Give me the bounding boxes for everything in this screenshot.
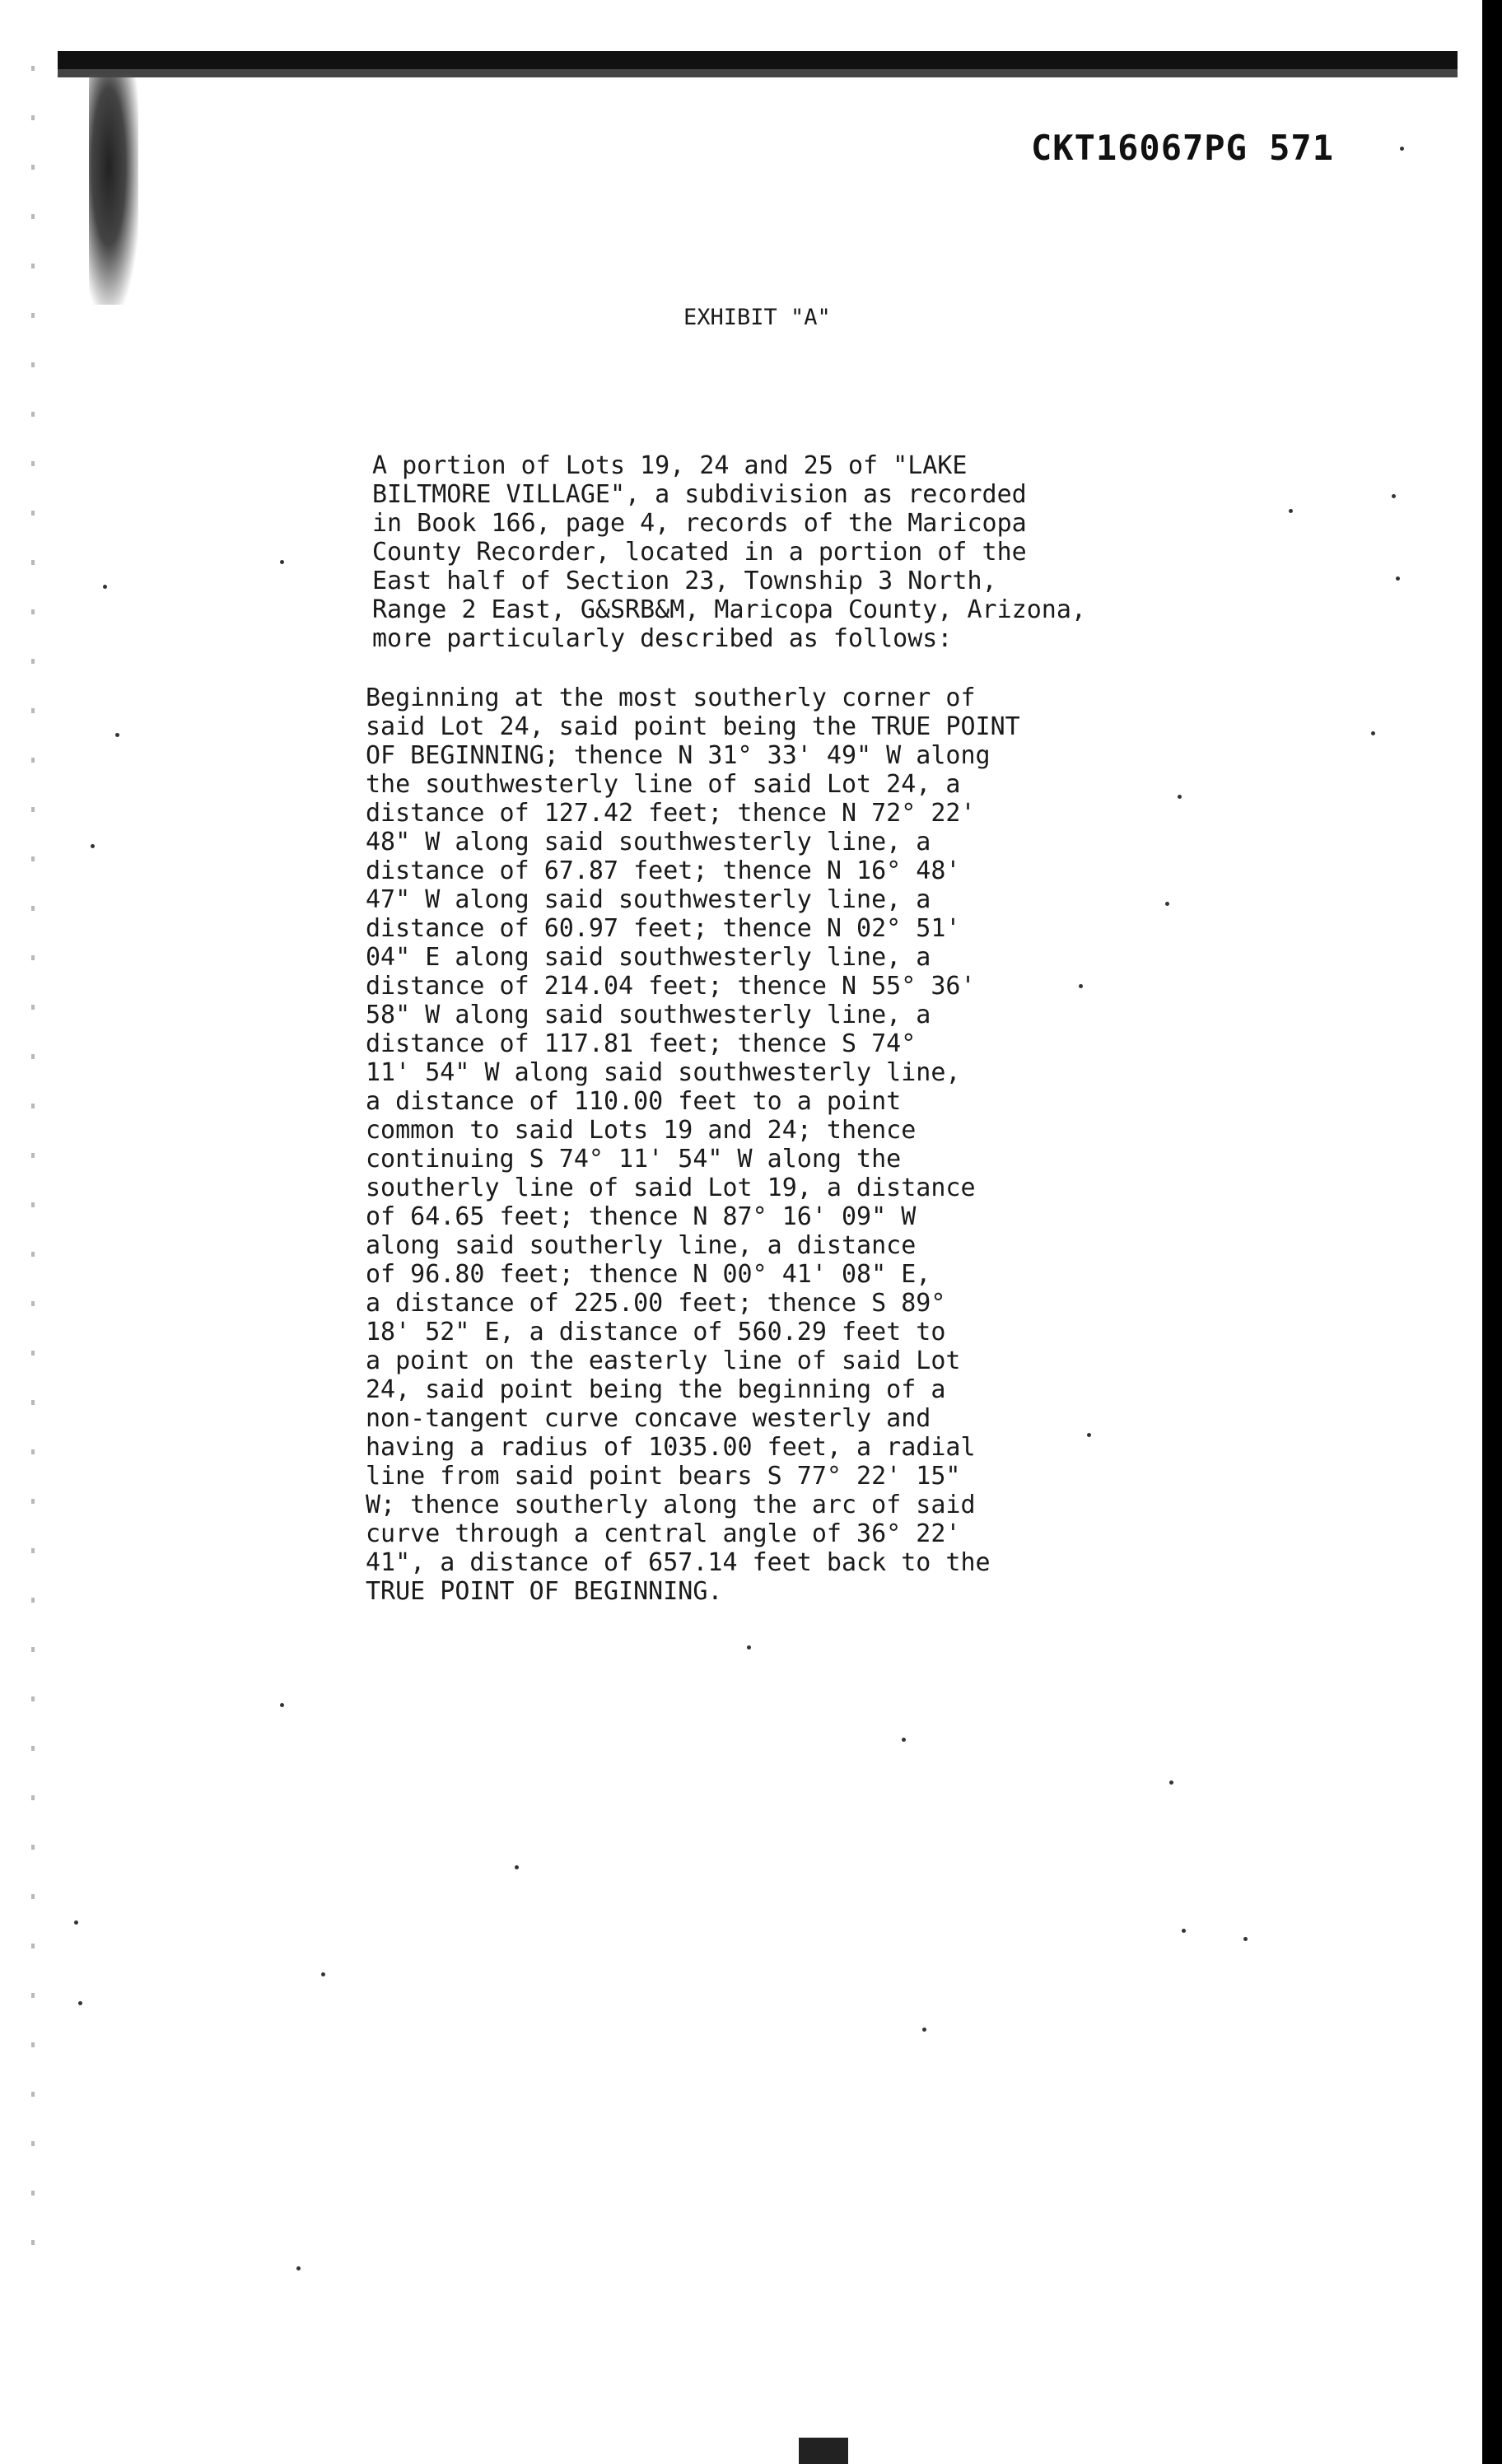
scan-speck	[1178, 795, 1182, 799]
scan-speck	[1371, 731, 1375, 735]
scan-speck	[1400, 147, 1404, 151]
scan-speck	[78, 2001, 82, 2005]
scan-border-right	[1482, 0, 1502, 2464]
scan-speck	[1079, 984, 1083, 988]
scan-speck	[74, 1920, 78, 1925]
scan-speck	[1165, 902, 1169, 906]
scan-speck	[515, 1865, 519, 1869]
scan-margin-marks	[31, 66, 35, 2289]
scan-speck	[902, 1738, 906, 1742]
scan-speck	[747, 1645, 751, 1650]
scan-speck	[321, 1972, 325, 1976]
scan-speck	[1182, 1929, 1186, 1933]
legal-description-intro: A portion of Lots 19, 24 and 25 of "LAKE BILTMORE VILLAGE", a subdivision as recorded in Book 166, page 4, records of the Maricopa County Recorder, located in a portion of the East half of Section 23, Township 3 North, Range 2 East, G&SRB&M, Maricopa County, Arizona, more particularly described as follows:	[372, 451, 1086, 653]
scan-speck	[1087, 1433, 1091, 1437]
scan-speck	[296, 2266, 301, 2270]
scan-border-top-shadow	[58, 69, 1458, 77]
scan-speck	[1392, 494, 1396, 498]
scan-speck	[1396, 576, 1400, 581]
scan-speck	[280, 560, 284, 564]
scan-border-bottom	[799, 2438, 848, 2464]
scan-speck	[280, 1703, 284, 1707]
legal-description-metes-bounds: Beginning at the most southerly corner of said Lot 24, said point being the TRUE POINT OF BEGINNING; thence N 31° 33' 49" W along the southwesterly line of said Lot 24, a distance of 127.42 feet; thence N 72° 22' 48" W along said southwesterly line, a distance of 67.87 feet; thence N 16° 48' 47" W along said southwesterly line, a distance of 60.97 feet; thence N 02° 51' 04" E along said southwesterly line, a distance of 214.04 feet; thence N 55° 36' 58" W along said southwesterly line, a distance of 117.81 feet; thence S 74° 11' 54" W along said southwesterly line, a distance of 110.00 feet to a point common to said Lots 19 and 24; thence continuing S 74° 11' 54" W along the southerly line of said Lot 19, a distance of 64.65 feet; thence N 87° 16' 09" W along said southerly line, a distance of 96.80 feet; thence N 00° 41' 08" E, a distance of 225.00 feet; thence S 89° 18' 52" E, a distance of 560.29 feet to a point on the easterly line of said Lot 24, said point being the beginning of a non-tangent curve concave westerly and having a radius of 1035.00 feet, a radial line from said point bears S 77° 22' 15" W; thence southerly along the arc of said curve through a central angle of 36° 22' 41", a distance of 657.14 feet back to the TRUE POINT OF BEGINNING.	[366, 684, 1020, 1606]
scan-speck	[1169, 1780, 1173, 1785]
scan-border-top	[58, 51, 1458, 69]
scan-speck	[103, 585, 107, 589]
scan-speck	[922, 2028, 926, 2032]
scan-speck	[1289, 509, 1293, 513]
recording-stamp: CKT16067PG 571	[1031, 128, 1335, 168]
exhibit-title: EXHIBIT "A"	[683, 305, 831, 330]
scan-smudge	[89, 74, 138, 305]
scan-speck	[115, 733, 119, 737]
scan-speck	[91, 844, 95, 848]
scan-speck	[1243, 1937, 1248, 1941]
